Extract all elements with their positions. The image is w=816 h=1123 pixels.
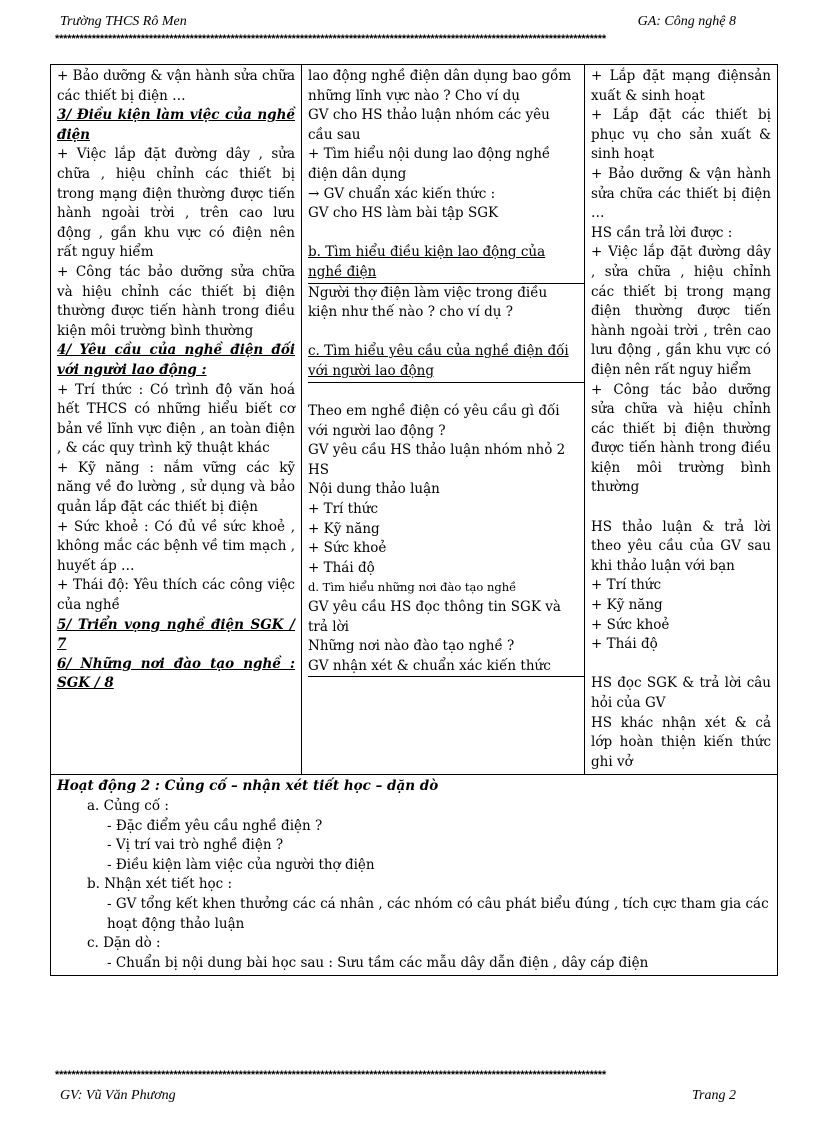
col2-section-heading: b. Tìm hiểu điều kiện lao động của nghề điện xyxy=(308,243,584,283)
col2-section-heading: d. Tìm hiểu những nơi đào tạo nghề xyxy=(308,580,517,595)
col1-line: + Sức khoẻ : Có đủ về sức khoẻ , không mắc các bệnh về tim mạch , huyết áp … xyxy=(57,518,295,574)
col2-line: GV cho HS thảo luận nhóm các yêu cầu sau xyxy=(308,107,550,143)
activity-subitem: - Chuẩn bị nội dung bài học sau : Sưu tầm các mẫu dây dẫn điện , dây cáp điện xyxy=(107,954,649,971)
activity-title: Hoạt động 2 : Củng cố – nhận xét tiết học – dặn dò xyxy=(57,778,439,795)
col2-line: GV yêu cầu HS thảo luận nhóm nhỏ 2 HS xyxy=(308,442,566,478)
col2-line: Những nơi nào đào tạo nghề ? xyxy=(308,638,515,655)
col2-line: + Trí thức xyxy=(308,501,379,518)
col3-line: + Sức khoẻ xyxy=(591,616,670,633)
content-column xyxy=(51,65,302,775)
col1-line: + Công tác bảo dưỡng sửa chữa và hiệu chỉnh các thiết bị điện thường được tiến hành trong điều kiện môi trường bình thường xyxy=(57,263,295,339)
teacher-activity-column xyxy=(302,65,585,775)
col2-section-heading: c. Tìm hiểu yêu cầu của nghề điện đối với người lao động xyxy=(308,342,584,382)
col2-line: → GV chuẩn xác kiến thức : xyxy=(308,185,496,202)
activity-item: b. Nhận xét tiết học : xyxy=(87,876,233,893)
col3-line: + Bảo dưỡng & vận hành sửa chữa các thiết bị điện … xyxy=(591,165,771,222)
activity-subitem: - Vị trí vai trò nghề điện ? xyxy=(107,837,284,854)
col3-line: + Kỹ năng xyxy=(591,597,663,614)
activity-item: a. Củng cố : xyxy=(87,797,169,814)
col3-line: + Thái độ xyxy=(591,636,658,653)
col3-line: HS đọc SGK & trả lời câu hỏi của GV xyxy=(591,675,771,711)
col1-heading: 6/ Những nơi đào tạo nghề : SGK / 8 xyxy=(57,655,295,692)
col3-line: + Công tác bảo dưỡng sửa chữa và hiệu chỉnh các thiết bị điện thường được tiến hành trong điều kiện môi trường bình thường xyxy=(591,381,771,496)
col2-line: lao động nghề điện dân dụng bao gồm những lĩnh vực nào ? Cho ví dụ xyxy=(308,68,572,104)
col2-line: + Tìm hiểu nội dung lao động nghề điện dân dụng xyxy=(308,146,551,182)
footer-star-divider: *************************************************************************************************************************************** xyxy=(55,1070,606,1081)
col2-line: + Sức khoẻ xyxy=(308,540,387,557)
header-star-divider: *************************************************************************************************************************************** xyxy=(55,34,606,45)
col2-line: Người thợ điện làm việc trong điều kiện như thế nào ? cho ví dụ ? xyxy=(308,284,548,321)
col2-line: + Thái độ xyxy=(308,559,375,576)
col3-line: HS khác nhận xét & cả lớp hoàn thiện kiến thức ghi vở xyxy=(591,714,771,770)
col3-line: + Việc lắp đặt đường dây , sửa chữa , hiệu chỉnh các thiết bị trong mạng điện thường được tiến hành ngoài trời , trên cao lưu động , gần khu vực có điện nên rất nguy hiểm xyxy=(591,244,771,378)
col1-line: + Thái độ: Yêu thích các công việc của nghề xyxy=(57,577,295,614)
col1-heading: 3/ Điều kiện làm việc của nghề điện xyxy=(57,107,295,143)
col1-line: + Bảo dưỡng & vận hành sửa chữa các thiết bị điện … xyxy=(57,68,295,104)
teacher-name: GV: Vũ Văn Phương xyxy=(60,1088,176,1103)
activity-row xyxy=(51,775,778,976)
activity-summary xyxy=(51,775,778,976)
col1-heading: 5/ Triển vọng nghề điện SGK / 7 xyxy=(57,616,295,653)
activity-subitem: - GV tổng kết khen thưởng các cá nhân , các nhóm có câu phát biểu đúng , tích cực tham gia các hoạt động thảo luận xyxy=(107,895,769,932)
col2-line: GV nhận xét & chuẩn xác kiến thức xyxy=(308,657,584,678)
col2-line: + Kỹ năng xyxy=(308,520,380,537)
subject-name: GA: Công nghệ 8 xyxy=(637,14,736,29)
page-header xyxy=(60,10,736,32)
col2-line: Theo em nghề điện có yêu cầu gì đối với người lao động ? xyxy=(308,403,560,439)
col3-line: + Lắp đặt mạng điệnsản xuất & sinh hoạt xyxy=(591,68,771,104)
col2-line: GV cho HS làm bài tập SGK xyxy=(308,205,499,222)
activity-subitem: - Điều kiện làm việc của người thợ điện xyxy=(107,856,375,873)
col3-line: HS cần trả lời được : xyxy=(591,224,733,241)
col1-line: + Trí thức : Có trình độ văn hoá hết THCS có những hiểu biết cơ bản về lĩnh vực điện , an toàn điện , & các quy trình kỹ thuật khác xyxy=(57,381,295,457)
activity-subitem: - Đặc điểm yêu cầu nghề điện ? xyxy=(107,817,323,834)
page-number: Trang 2 xyxy=(692,1088,736,1103)
col3-line: HS thảo luận & trả lời theo yêu cầu của GV sau khi thảo luận với bạn xyxy=(591,518,771,574)
col1-line: + Kỹ năng : nắm vững các kỹ năng về đo lường , sử dụng và bảo quản lắp đặt các thiết bị điện xyxy=(57,459,295,516)
lesson-table xyxy=(50,64,778,976)
school-name: Trường THCS Rô Men xyxy=(60,14,187,29)
col3-line: + Lắp đặt các thiết bị phục vụ cho sản xuất & sinh hoạt xyxy=(591,107,771,163)
activity-item: c. Dặn dò : xyxy=(87,935,161,952)
col1-heading: 4/ Yêu cầu của nghề điện đối với người lao động : xyxy=(57,342,295,378)
col2-line: GV yêu cầu HS đọc thông tin SGK và trả lời xyxy=(308,599,561,635)
col2-line: Nội dung thảo luận xyxy=(308,481,440,498)
col3-line: + Trí thức xyxy=(591,577,662,594)
student-activity-column xyxy=(585,65,778,775)
content-row xyxy=(51,65,778,775)
col1-line: + Việc lắp đặt đường dây , sửa chữa , hiệu chỉnh các thiết bị trong mạng điện thường được tiến hành ngoài trời , trên cao lưu động , gần khu vực có điện nên rất nguy hiểm xyxy=(57,146,295,261)
